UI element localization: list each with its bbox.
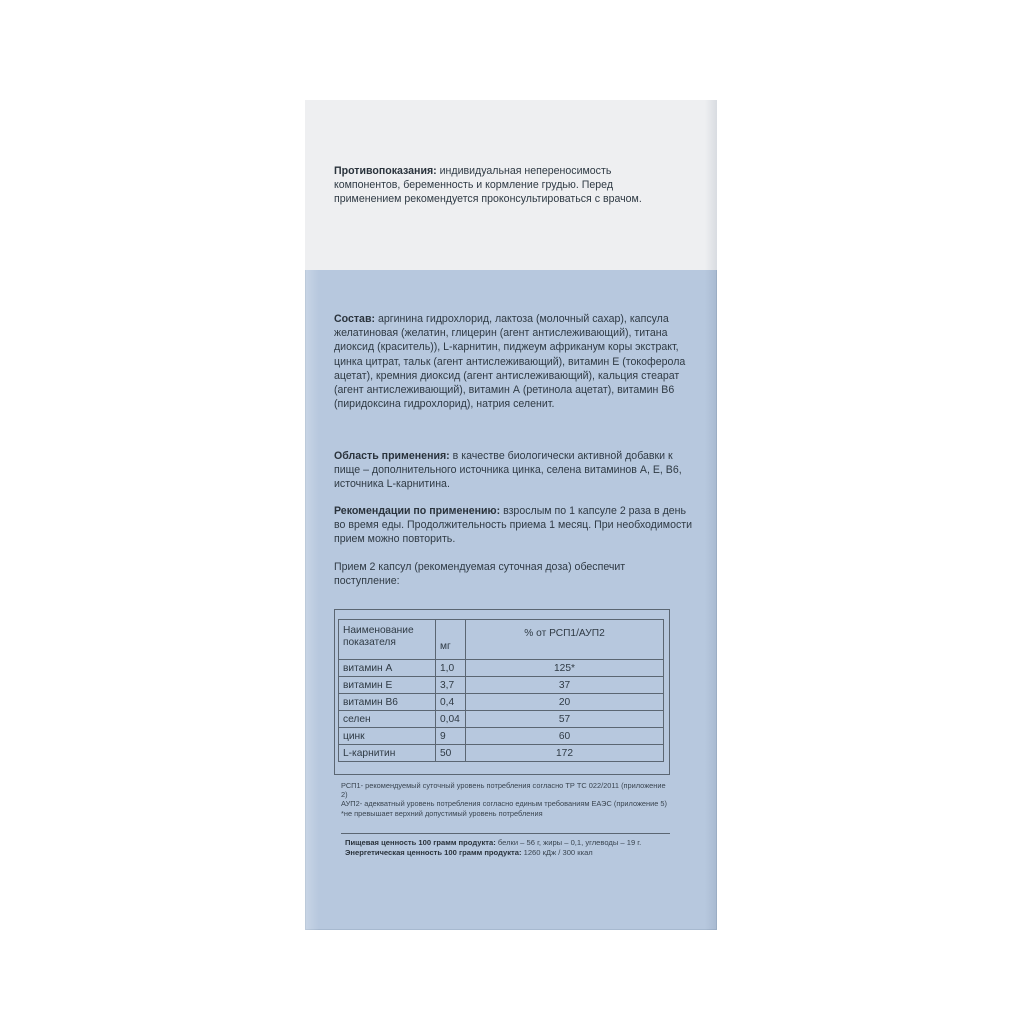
dosage-label: Рекомендации по применению: [334, 505, 501, 517]
row-mg: 9 [436, 728, 466, 745]
composition-section [334, 312, 694, 411]
table-row [339, 711, 664, 728]
composition-label: Состав: [334, 313, 375, 325]
contraindications-section [334, 164, 674, 207]
table-row [339, 694, 664, 711]
table-row [339, 660, 664, 677]
footnote-aup: АУП2- адекватный уровень потребления согласно единым требованиям ЕАЭС (приложение 5) [341, 799, 667, 809]
footnotes [341, 781, 671, 818]
product-box-back [305, 100, 717, 930]
row-mg: 50 [436, 745, 466, 762]
composition-text: аргинина гидрохлорид, лактоза (молочный сахар), капсула желатиновая (желатин, глицерин (агент антислеживающий), титана диоксид (краситель)), L-карнитин, пиджеум африканум коры экстракт, цинка цитрат, тальк (агент антислеживающий), витамин Е (токоферола ацетат), кремния диоксид (агент антислеживающий), кальция стеарат (агент антислеживающий), витамин А (ретинола ацетат), витамин В6 (пиридоксина гидрохлорид), натрия селенит. [334, 313, 686, 411]
row-percent: 172 [466, 745, 664, 762]
header-percent: % от РСП1/АУП2 [466, 620, 664, 660]
nutrition-energy-block [345, 838, 670, 859]
footnote-rsp: РСП1- рекомендуемый суточный уровень потребления согласно ТР ТС 022/2011 (приложение 2) [341, 781, 666, 800]
row-percent: 20 [466, 694, 664, 711]
application-area-section [334, 449, 694, 492]
table-row [339, 745, 664, 762]
row-mg: 1,0 [436, 660, 466, 677]
divider [341, 833, 670, 834]
row-name: витамин В6 [339, 694, 436, 711]
row-mg: 0,4 [436, 694, 466, 711]
table-row [339, 677, 664, 694]
nutrition-text: белки – 56 г, жиры – 0,1, углеводы – 19 г. [495, 838, 642, 847]
energy-text: 1260 кДж / 300 ккал [521, 848, 593, 858]
contraindications-label: Противопоказания: [334, 165, 437, 177]
nutrition-label: Пищевая ценность 100 грамм продукта: [345, 838, 496, 847]
row-name: цинк [339, 728, 436, 745]
energy-label: Энергетическая ценность 100 грамм продукта: [345, 848, 522, 858]
row-percent: 57 [466, 711, 664, 728]
row-percent: 60 [466, 728, 664, 745]
row-name: витамин А [339, 660, 436, 677]
dosage-text: взрослым по 1 капсуле 2 раза в день во время еды. Продолжительность приема 1 месяц. При необходимости прием можно повторить. [334, 505, 693, 546]
row-name: L-карнитин [339, 745, 436, 762]
header-name: Наименование показателя [339, 620, 436, 660]
row-name: витамин Е [339, 677, 436, 694]
contraindications-text: индивидуальная непереносимость компонентов, беременность и кормление грудью. Перед применением рекомендуется проконсультироваться с врачом. [334, 165, 642, 206]
intake-note: Прием 2 капсул (рекомендуемая суточная доза) обеспечит поступление: [334, 561, 626, 588]
row-mg: 3,7 [436, 677, 466, 694]
nutrition-value [345, 838, 670, 848]
row-mg: 0,04 [436, 711, 466, 728]
footnote-upper-limit: *не превышает верхний допустимый уровень потребления [341, 808, 543, 818]
application-area-text: в качестве биологически активной добавки к пище – дополнительного источника цинка, селена витаминов А, Е, В6, источника L-карнитина. [334, 450, 682, 491]
row-name: селен [339, 711, 436, 728]
nutrient-table [338, 619, 664, 762]
application-area-label: Область применения: [334, 450, 450, 462]
energy-value [345, 848, 670, 858]
header-mg: мг [436, 620, 466, 660]
dosage-section [334, 504, 694, 547]
row-percent: 125* [466, 660, 664, 677]
row-percent: 37 [466, 677, 664, 694]
table-header-row [339, 620, 664, 660]
table-row [339, 728, 664, 745]
